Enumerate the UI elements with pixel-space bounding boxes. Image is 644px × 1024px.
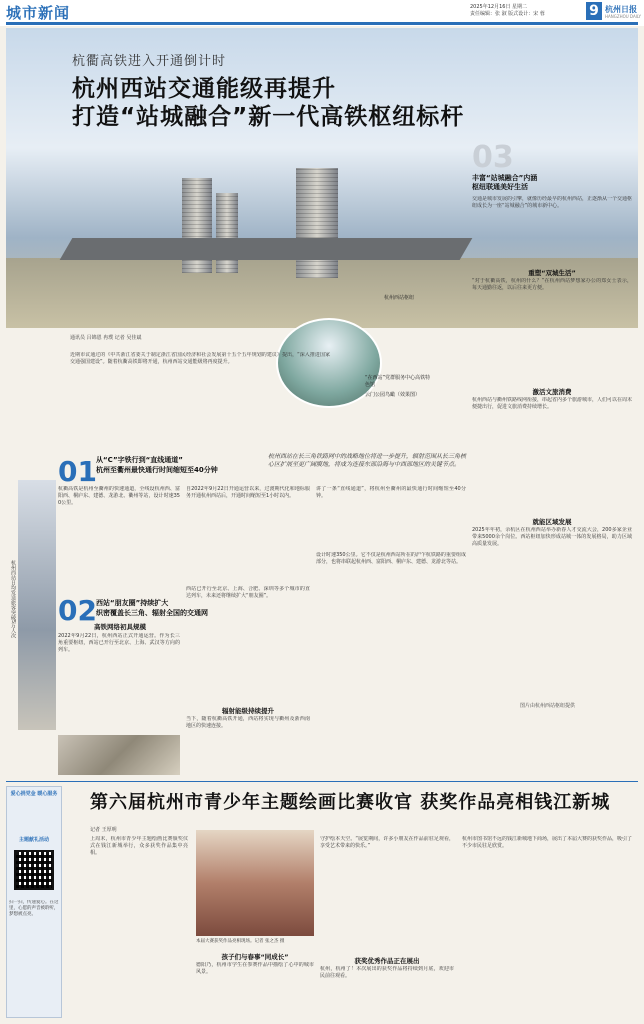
hero-caption: 杭州西站枢纽 bbox=[384, 295, 415, 301]
section-01-heading-1: 从“C”字铁行到“直线通道” bbox=[96, 456, 183, 464]
hero-kicker: 杭衢高铁进入开通倒计时 bbox=[72, 54, 227, 69]
section-02-sub-2: 辐射能级持续提升 bbox=[222, 707, 274, 715]
section-01-col-3: 讲了一条“直线通道”，将杭州至衢州的最快通行时间缩短至40分钟。 bbox=[316, 486, 466, 500]
section-03-body-2: 杭州西站与衢州铁路线网衔接，串起省内多个旅游城市，人们可以在周末便捷出行，促进文旅消费持续增长。 bbox=[472, 397, 632, 411]
section-03-body-1: “对于杭衢高铁，杭州的什么？”在杭州西站梦想家办公的郑女士表示，每天通勤往返，以后往来更方便。 bbox=[472, 278, 632, 292]
section-01-col-1: 杭衢高铁是杭州至衢州的快速通道，全线设杭州西、富阳西、桐庐东、建德、龙游北、衢州等站，设计时速350公里。 bbox=[58, 486, 180, 507]
bottom-headline: 第六届杭州市青少年主题绘画比赛收官 获奖作品亮相钱江新城 bbox=[90, 792, 611, 813]
rail-band bbox=[60, 238, 473, 260]
section-02-col-2: 西站已开行至北京、上海、合肥、深圳等多个城市的直达列车，未来还将继续扩大“朋友圈”。 bbox=[186, 586, 310, 600]
header-rule bbox=[6, 22, 638, 25]
byline: 通讯员 吕锦恩 冉璞 记者 吴佳斌 bbox=[70, 335, 142, 341]
header-meta bbox=[470, 4, 585, 18]
section-03-sub-2: 激活文旅消费 bbox=[532, 388, 572, 396]
bottom-rule bbox=[6, 781, 638, 782]
section-01-heading-2: 杭州至衢州最快通行时间缩短至40分钟 bbox=[96, 466, 218, 474]
section-02-col-1: 2022年9月22日，杭州西站正式开通运营。作为长三角重要枢纽，西站已开行至北京、上海、武汉等方向的列车。 bbox=[58, 633, 180, 654]
section-name: 城市新闻 bbox=[6, 4, 71, 22]
section-03-sub-1: 重塑“双城生活” bbox=[528, 269, 576, 277]
section-01-col-2: 自2022年9月22日开通运营以来，过渡期代化和地标服务开通杭州西站后，开通时间缩短至1小时以内。 bbox=[186, 486, 310, 500]
section-03-heading-2: 枢纽联通美好生活 bbox=[472, 183, 528, 191]
bottom-byline: 记者 王厚明 bbox=[90, 827, 117, 833]
tower-2 bbox=[216, 193, 238, 273]
hero-title-line2: 打造“站城融合”新一代高铁枢纽标杆 bbox=[72, 104, 465, 130]
photo-credit: 图片由杭州西站枢纽提供 bbox=[520, 703, 576, 709]
section-03-intro: 交通是城市发展的引擎，就像历经最早的杭州西站，正逐渐从一个交通枢纽成长为一座“站城融合”的城市新中心。 bbox=[472, 196, 632, 210]
section-02-heading-1: 西站“朋友圈”持续扩大 bbox=[96, 599, 169, 607]
section-01-number: 01 bbox=[58, 455, 97, 488]
lede: 近期市议通过的《中共浙江省委关于制定浙江省国民经济和社会发展第十五个五年规划的建议》提出，“深入推进国家交通强国建设”。随着杭衢高铁即将开通，杭州西站交通能级将再度提升。 bbox=[70, 352, 330, 366]
qr-code-icon[interactable] bbox=[14, 850, 54, 890]
side-photo bbox=[18, 480, 56, 730]
inset-caption-1: “在西站”党群服务中心高铁特色馆 bbox=[365, 375, 431, 388]
section-02-col-3: 设计时速350公里。它不仅是杭州西站所在的沪乍杭铁路的重要组成部分，也将串联起杭州西、富阳西、桐庐东、建德、龙游北等站。 bbox=[316, 552, 466, 566]
bottom-col-2: 德阳乃，杭州市学生在参赛作品中描绘了心中的城市风景。 bbox=[196, 962, 314, 976]
bottom-photo-caption: 本届大赛获奖作品亮相现场。记者 张之杰 摄 bbox=[196, 939, 285, 944]
campaign-subtitle: 主题献礼活动 bbox=[18, 837, 49, 843]
tower-3 bbox=[296, 168, 338, 278]
bottom-photo bbox=[196, 830, 314, 936]
bottom-col-1: 上周末，杭州市青少年主题绘画比赛颁奖仪式在钱江新城举行，众多获奖作品集中亮相。 bbox=[90, 836, 188, 857]
section-02-sub-1: 高铁网络初具规模 bbox=[94, 623, 146, 631]
section-03-sub-3: 就能区域发展 bbox=[532, 518, 572, 526]
paper-logo-sub: HANGZHOU DAILY bbox=[605, 14, 641, 19]
section-03-body-3: 2025年年初，余杭区在杭州西站举办新春人才交流大会，200多家企业带来5000余个岗位。西站枢纽加快形成站城一体的发展格局，助力区域高质量发展。 bbox=[472, 527, 632, 548]
inset-caption-2: 云门公园鸟瞰（效果图） bbox=[365, 392, 421, 398]
pull-quote: 杭州西站在长三角铁路网中的战略地位将进一步提升，辐射范围从长三角核心区扩展至更广阔腹地，将成为连接东部沿海与中西部地区的关键节点。 bbox=[268, 453, 467, 468]
bottom-col-4: 杭州市图书馆不远的钱江新城地下商场，展出了本届大赛的获奖作品，吸引了不少市民驻足欣赏。 bbox=[462, 836, 632, 850]
bottom-sub-2: 获奖优秀作品正在展出 bbox=[354, 957, 420, 965]
side-caption: 杭州西站日均发送旅客突破5万人次 bbox=[10, 560, 16, 639]
bottom-sub-1: 孩子们与春事“同成长” bbox=[221, 953, 289, 961]
hero-title-line1: 杭州西站交通能级再提升 bbox=[72, 76, 336, 102]
section-03-number: 03 bbox=[472, 140, 514, 175]
section-03-heading-1: 丰富“站城融合”内涵 bbox=[472, 174, 538, 182]
campaign-title: 爱心捐党金 暖心服务 bbox=[10, 791, 58, 797]
header-date: 2025年12月16日 星期二 bbox=[470, 4, 528, 10]
section-02-number: 02 bbox=[58, 594, 97, 627]
page-number: 9 bbox=[586, 2, 602, 20]
section-02-heading-2: 织密覆盖长三角、辐射全国的交通网 bbox=[96, 609, 208, 617]
bottom-col-3: 守护绘本天空。“展览期间，许多小朋友在作品前驻足观看，享受艺术带来的快乐。” bbox=[320, 836, 454, 850]
section-02-col-2b: 当下，随着杭衢高铁开通，西站将实现与衢州及浙西南地区的快速连接。 bbox=[186, 716, 310, 730]
campaign-body: 扫一扫，传递爱心。在这里，心愿的声音被聆听，梦想被点亮。 bbox=[9, 900, 59, 917]
paper-logo: 杭州日报 bbox=[605, 5, 637, 14]
hub-photo bbox=[58, 735, 180, 775]
bottom-col-3b: 杭州，杭州了！本次展出的获奖作品将持续到月底，欢迎市民前往观看。 bbox=[320, 966, 454, 980]
header-editors: 责任编辑：张 淑 版式设计：宋 蓉 bbox=[470, 11, 545, 17]
